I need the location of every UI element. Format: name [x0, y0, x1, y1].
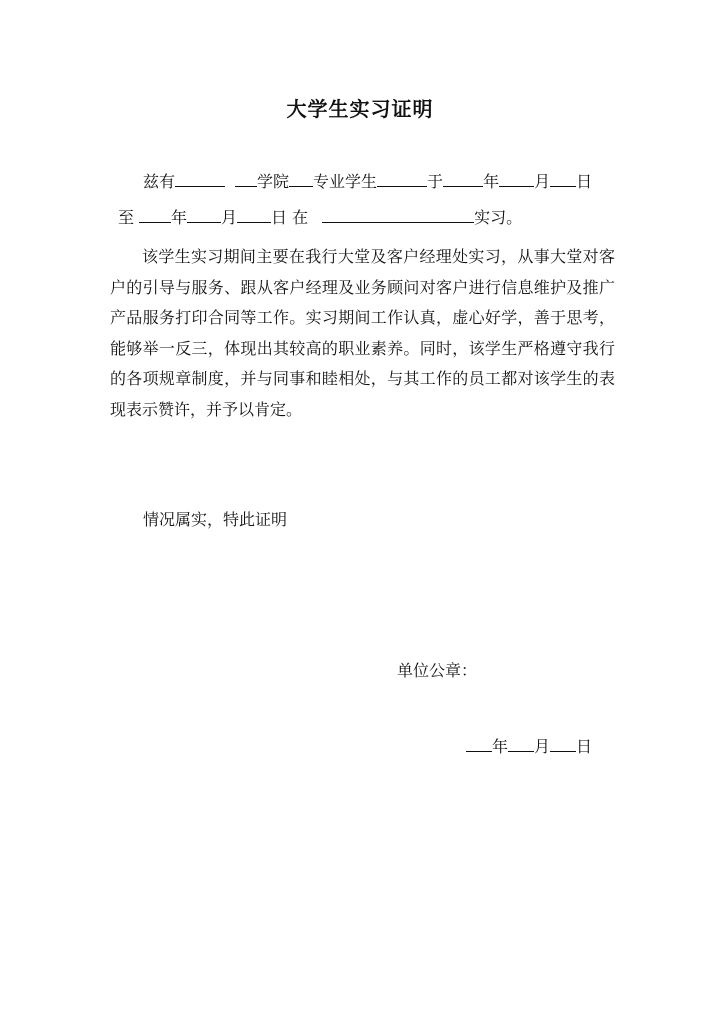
major-blank	[289, 171, 313, 187]
sign-day-label: 日	[576, 737, 593, 756]
sign-month-blank	[508, 736, 534, 752]
intro-text-end-month: 月	[221, 208, 238, 227]
intro-text-month: 月	[534, 172, 551, 191]
end-day-blank	[237, 207, 271, 223]
intro-text-year: 年	[483, 172, 500, 191]
student-name-blank	[377, 171, 427, 187]
intro-text-end-day-at: 日 在	[271, 208, 309, 227]
intro-line-2	[118, 207, 522, 229]
end-year-blank	[139, 207, 171, 223]
end-month-blank	[187, 207, 221, 223]
sign-year-blank	[466, 736, 492, 752]
sign-day-blank	[550, 736, 576, 752]
college-blank	[235, 171, 257, 187]
name-blank	[175, 171, 225, 187]
start-day-blank	[550, 171, 576, 187]
sign-month-label: 月	[534, 737, 551, 756]
intro-text-college: 学院	[257, 172, 290, 191]
body-paragraph: 该学生实习期间主要在我行大堂及客户经理处实习，从事大堂对客户的引导与服务、跟从客户经理及业务顾问对客户进行信息维护及推广产品服务打印合同等工作。实习期间工作认真，虚心好学，善于思考，能够举一反三，体现出其较高的职业素养。同时，该学生严格遵守我行的各项规章制度，并与同事和睦相处，与其工作的员工都对该学生的表现表示赞许，并予以肯定。	[110, 247, 615, 419]
start-month-blank	[499, 171, 534, 187]
intro-line-1	[143, 171, 592, 193]
start-year-blank	[443, 171, 483, 187]
intro-text-to: 至	[118, 208, 135, 227]
signature-date-line	[466, 736, 592, 758]
intro-text-ziyou: 兹有	[143, 172, 176, 191]
seal-label: 单位公章：	[397, 661, 478, 680]
sign-year-label: 年	[492, 737, 509, 756]
intro-text-intern: 实习。	[474, 208, 523, 227]
closing-statement: 情况属实，特此证明	[143, 510, 288, 529]
location-blank	[322, 207, 474, 223]
intro-text-major-student: 专业学生	[313, 172, 378, 191]
intro-text-day: 日	[576, 172, 593, 191]
intro-text-end-year: 年	[171, 208, 188, 227]
document-title: 大学生实习证明	[286, 97, 434, 121]
intro-text-from: 于	[427, 172, 444, 191]
